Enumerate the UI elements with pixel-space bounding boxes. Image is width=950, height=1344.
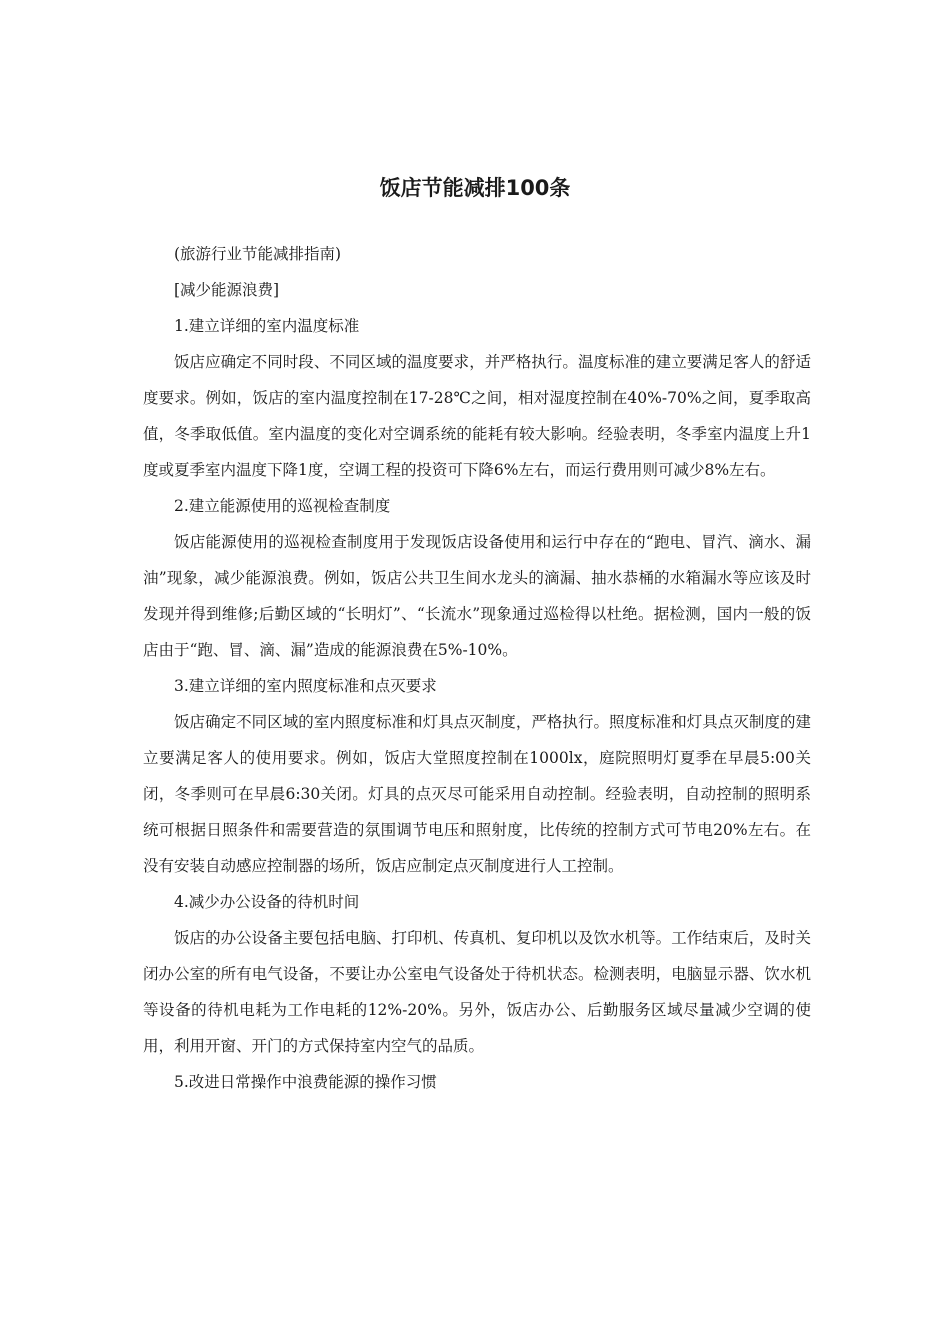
item-heading-4: 4.减少办公设备的待机时间 — [174, 893, 360, 911]
item-heading-5: 5.改进日常操作中浪费能源的操作习惯 — [174, 1073, 437, 1091]
item-heading-1: 1.建立详细的室内温度标准 — [174, 317, 360, 335]
item-paragraph-3: 饭店确定不同区域的室内照度标准和灯具点灭制度，严格执行。照度标准和灯具点灭制度的建立要满足客人的使用要求。例如，饭店大堂照度控制在1000lx，庭院照明灯夏季在早晨5:00关闭，冬季则可在早晨6:30关闭。灯具的点灭尽可能采用自动控制。经验表明，自动控制的照明系统可根据日照条件和需要营造的氛围调节电压和照射度，比传统的控制方式可节电20%左右。在没有安装自动感应控制器的场所，饭店应制定点灭制度进行人工控制。 — [143, 713, 811, 875]
item-heading-2: 2.建立能源使用的巡视检查制度 — [174, 497, 391, 515]
document-body — [143, 236, 811, 1100]
item-paragraph-2: 饭店能源使用的巡视检查制度用于发现饭店设备使用和运行中存在的“跑电、冒汽、滴水、漏油”现象，减少能源浪费。例如，饭店公共卫生间水龙头的滴漏、抽水恭桶的水箱漏水等应该及时发现并得到维修;后勤区域的“长明灯”、“长流水”现象通过巡检得以杜绝。据检测，国内一般的饭店由于“跑、冒、滴、漏”造成的能源浪费在5%-10%。 — [143, 533, 811, 659]
item-paragraph-1: 饭店应确定不同时段、不同区域的温度要求，并严格执行。温度标准的建立要满足客人的舒适度要求。例如，饭店的室内温度控制在17-28℃之间，相对湿度控制在40%-70%之间，夏季取高值，冬季取低值。室内温度的变化对空调系统的能耗有较大影响。经验表明，冬季室内温度上升1度或夏季室内温度下降1度，空调工程的投资可下降6%左右，而运行费用则可减少8%左右。 — [143, 353, 811, 479]
item-heading-3: 3.建立详细的室内照度标准和点灭要求 — [174, 677, 437, 695]
section-heading: [减少能源浪费] — [174, 281, 280, 299]
item-paragraph-4: 饭店的办公设备主要包括电脑、打印机、传真机、复印机以及饮水机等。工作结束后，及时关闭办公室的所有电气设备，不要让办公室电气设备处于待机状态。检测表明，电脑显示器、饮水机等设备的待机电耗为工作电耗的12%-20%。另外，饭店办公、后勤服务区域尽量减少空调的使用，利用开窗、开门的方式保持室内空气的品质。 — [143, 929, 811, 1055]
subtitle: (旅游行业节能减排指南) — [174, 245, 342, 263]
document-title: 饭店节能减排100条 — [379, 176, 571, 200]
